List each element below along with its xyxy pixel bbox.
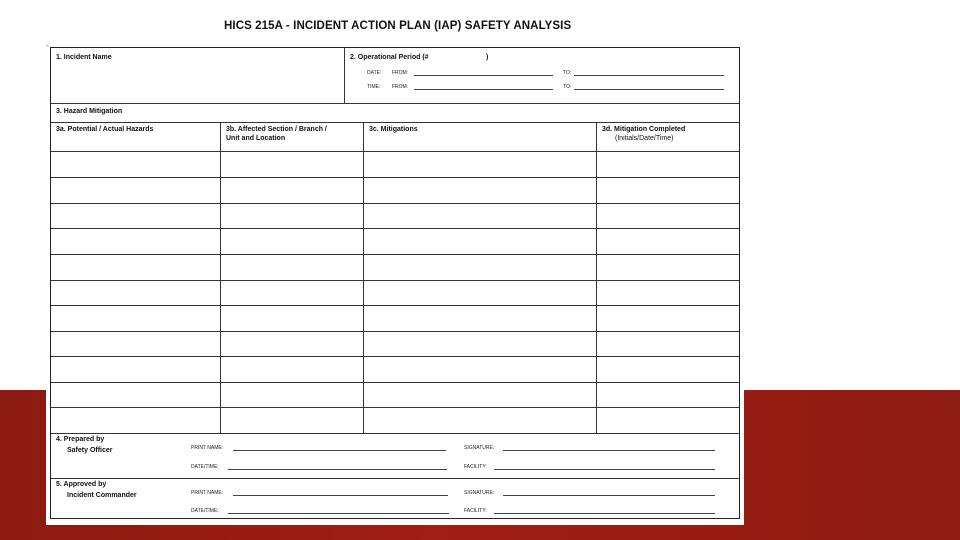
operational-period-close: ) (486, 54, 489, 61)
prepared-date-time-label: DATE/TIME: (191, 464, 219, 470)
time-from-label: FROM: (392, 84, 409, 90)
approved-date-time-label: DATE/TIME: (191, 508, 219, 514)
table-row[interactable] (51, 407, 739, 408)
col-completed-subheader: (Initials/Date/Time) (615, 135, 674, 142)
table-row[interactable] (51, 254, 739, 255)
prepared-facility-label: FACILITY: (464, 464, 487, 470)
approved-by-label: 5. Approved by (56, 481, 107, 488)
col-completed-header: 3d. Mitigation Completed (602, 126, 686, 133)
approved-facility-label: FACILITY: (464, 508, 487, 514)
section-divider (51, 103, 739, 104)
table-row[interactable] (51, 151, 739, 152)
prepared-facility-field[interactable] (494, 469, 715, 470)
header-divider (344, 48, 345, 104)
section-divider (51, 122, 739, 123)
col-line (596, 122, 597, 434)
margin-tick: - (46, 41, 49, 50)
table-row[interactable] (51, 228, 739, 229)
date-label: DATE: (367, 70, 382, 76)
table-row[interactable] (51, 305, 739, 306)
prepared-by-role: Safety Officer (67, 447, 113, 454)
operational-period-label: 2. Operational Period (# (350, 54, 429, 61)
approved-print-name-label: PRINT NAME: (191, 490, 224, 496)
incident-name-label: 1. Incident Name (56, 54, 112, 61)
prepared-print-name-label: PRINT NAME: (191, 445, 224, 451)
col-hazards-header: 3a. Potential / Actual Hazards (56, 126, 154, 133)
approved-signature-label: SIGNATURE: (464, 490, 495, 496)
date-from-field[interactable] (414, 75, 553, 76)
prepared-date-time-field[interactable] (228, 469, 447, 470)
table-bottom-line (51, 433, 739, 434)
time-to-label: TO: (563, 84, 572, 90)
form-title: HICS 215A - INCIDENT ACTION PLAN (IAP) SAFETY ANALYSIS (224, 20, 572, 32)
section-divider (51, 478, 739, 479)
table-row[interactable] (51, 280, 739, 281)
prepared-signature-label: SIGNATURE: (464, 445, 495, 451)
approved-by-role: Incident Commander (67, 492, 137, 499)
time-label: TIME: (367, 84, 381, 90)
col-line (220, 122, 221, 434)
approved-date-time-field[interactable] (228, 513, 449, 514)
time-to-field[interactable] (574, 89, 724, 90)
approved-print-name-field[interactable] (233, 495, 448, 496)
prepared-print-name-field[interactable] (233, 450, 446, 451)
date-from-label: FROM: (392, 70, 409, 76)
table-row[interactable] (51, 177, 739, 178)
col-section-header: 3b. Affected Section / Branch / (226, 126, 327, 133)
hazard-mitigation-label: 3. Hazard Mitigation (56, 108, 123, 115)
col-mitigations-header: 3c. Mitigations (369, 126, 418, 133)
prepared-by-label: 4. Prepared by (56, 436, 105, 443)
table-row[interactable] (51, 382, 739, 383)
col-line (363, 122, 364, 434)
time-from-field[interactable] (414, 89, 553, 90)
col-section-subheader: Unit and Location (226, 135, 286, 142)
table-row[interactable] (51, 356, 739, 357)
safety-analysis-form (50, 47, 740, 519)
date-to-label: TO: (563, 70, 572, 76)
date-to-field[interactable] (574, 75, 724, 76)
approved-signature-field[interactable] (503, 495, 715, 496)
approved-facility-field[interactable] (494, 513, 715, 514)
prepared-signature-field[interactable] (503, 450, 715, 451)
table-row[interactable] (51, 203, 739, 204)
table-row[interactable] (51, 331, 739, 332)
